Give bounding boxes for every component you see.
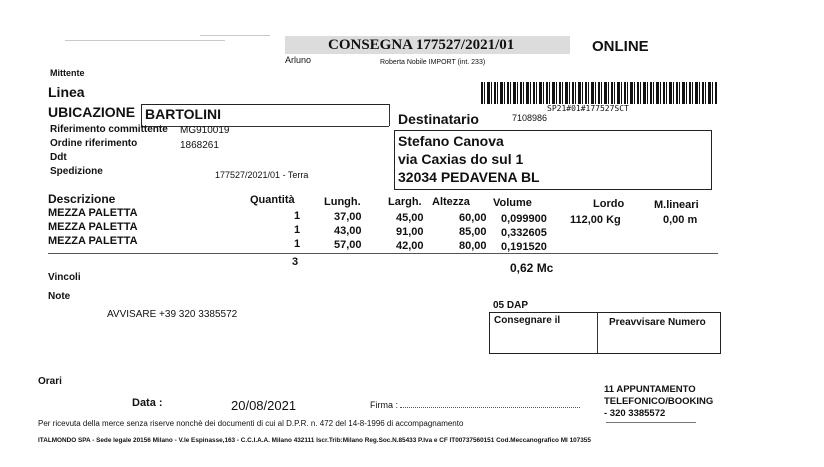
firma-label: Firma : bbox=[370, 400, 398, 410]
row2-quantita: 1 bbox=[294, 224, 301, 236]
spedizione-value: 177527/2021/01 - Terra bbox=[215, 170, 309, 180]
row2-largh: 91,00 bbox=[396, 226, 424, 238]
ubicazione-value: BARTOLINI bbox=[145, 106, 221, 122]
row1-volume: 0,099900 bbox=[501, 213, 547, 225]
firma-line bbox=[400, 407, 580, 408]
online-label: ONLINE bbox=[592, 38, 649, 55]
ubicazione-label: UBICAZIONE bbox=[48, 104, 136, 120]
row1-lungh: 37,00 bbox=[334, 211, 362, 223]
row2-lungh: 43,00 bbox=[334, 225, 362, 237]
row2-descrizione: MEZZA PALETTA bbox=[48, 221, 138, 233]
total-volume: 0,62 Mc bbox=[510, 261, 554, 275]
row3-descrizione: MEZZA PALETTA bbox=[48, 235, 138, 247]
vincoli-label: Vincoli bbox=[48, 272, 81, 283]
row3-altezza: 80,00 bbox=[459, 240, 487, 252]
destinatario-street: via Caxias do sul 1 bbox=[398, 151, 524, 167]
ordine-label: Ordine riferimento bbox=[50, 138, 138, 149]
row1-altezza: 60,00 bbox=[459, 212, 487, 224]
row1-quantita: 1 bbox=[294, 210, 301, 222]
destinatario-label: Destinatario bbox=[398, 111, 479, 127]
avvisare-note: AVVISARE +39 320 3385572 bbox=[107, 309, 238, 320]
totals-divider bbox=[48, 253, 718, 254]
legal-text: ITALMONDO SPA - Sede legale 20156 Milano - V.le Espinasse,163 - C.C.I.A.A. Milano 432111 Iscr.Trib:Milano Reg.Soc.N.85433 P.Iva e CF IT00737560151 Cod.Meccanografico MI 107355 bbox=[38, 437, 591, 444]
location: Arluno bbox=[285, 55, 312, 65]
header-mlineari: M.lineari bbox=[654, 199, 699, 211]
rif-committente-label: Riferimento committente bbox=[50, 124, 168, 135]
consegna-title: CONSEGNA 177527/2021/01 bbox=[328, 37, 515, 53]
rif-committente-value: MG910019 bbox=[180, 125, 230, 136]
mittente-label: Mittente bbox=[50, 68, 85, 78]
data-value: 20/08/2021 bbox=[231, 398, 297, 413]
header-descrizione: Descrizione bbox=[48, 192, 116, 206]
barcode bbox=[481, 82, 718, 104]
row2-volume: 0,332605 bbox=[501, 227, 547, 239]
ricevuta-text: Per ricevuta della merce senza riserve nonchè dei documenti di cui al D.P.R. n. 472 del 14-8-1996 di accompagnamento bbox=[38, 419, 464, 428]
preavvisare-label: Preavvisare Numero bbox=[609, 317, 706, 328]
appuntamento-line-1: 11 APPUNTAMENTO bbox=[604, 384, 696, 395]
appuntamento-line-3: - 320 3385572 bbox=[604, 408, 666, 419]
header-altezza: Altezza bbox=[432, 196, 470, 208]
data-label: Data : bbox=[132, 397, 163, 409]
row1-descrizione: MEZZA PALETTA bbox=[48, 207, 138, 219]
row3-volume: 0,191520 bbox=[501, 241, 547, 253]
dap-label: 05 DAP bbox=[493, 300, 529, 311]
destinatario-city: 32034 PEDAVENA BL bbox=[398, 169, 540, 185]
header-lungh: Lungh. bbox=[324, 196, 361, 208]
operator: Roberta Nobile IMPORT (int. 233) bbox=[380, 59, 486, 66]
header-quantita: Quantità bbox=[250, 194, 295, 206]
ordine-value: 1868261 bbox=[180, 140, 219, 151]
ddt-label: Ddt bbox=[50, 152, 67, 163]
appuntamento-line-2: TELEFONICO/BOOKING bbox=[604, 396, 714, 407]
header-volume: Volume bbox=[493, 197, 532, 209]
barcode-number: 7108986 bbox=[512, 113, 548, 123]
mlineari-value: 0,00 m bbox=[663, 214, 698, 226]
total-quantity: 3 bbox=[292, 256, 299, 268]
destinatario-name: Stefano Canova bbox=[398, 133, 504, 149]
row3-quantita: 1 bbox=[294, 238, 301, 250]
orari-label: Orari bbox=[38, 376, 62, 387]
spedizione-label: Spedizione bbox=[50, 166, 103, 177]
header-lordo: Lordo bbox=[593, 198, 625, 210]
linea-label: Linea bbox=[48, 84, 85, 100]
row3-lungh: 57,00 bbox=[334, 239, 362, 251]
header-largh: Largh. bbox=[388, 196, 422, 208]
barcode-text: SP21#01#177527SCT bbox=[547, 104, 629, 113]
consegnare-il-label: Consegnare il bbox=[494, 315, 561, 326]
row3-largh: 42,00 bbox=[396, 240, 424, 252]
row2-altezza: 85,00 bbox=[459, 226, 487, 238]
lordo-value: 112,00 Kg bbox=[570, 214, 621, 226]
row1-largh: 45,00 bbox=[396, 212, 424, 224]
note-label: Note bbox=[48, 291, 71, 302]
